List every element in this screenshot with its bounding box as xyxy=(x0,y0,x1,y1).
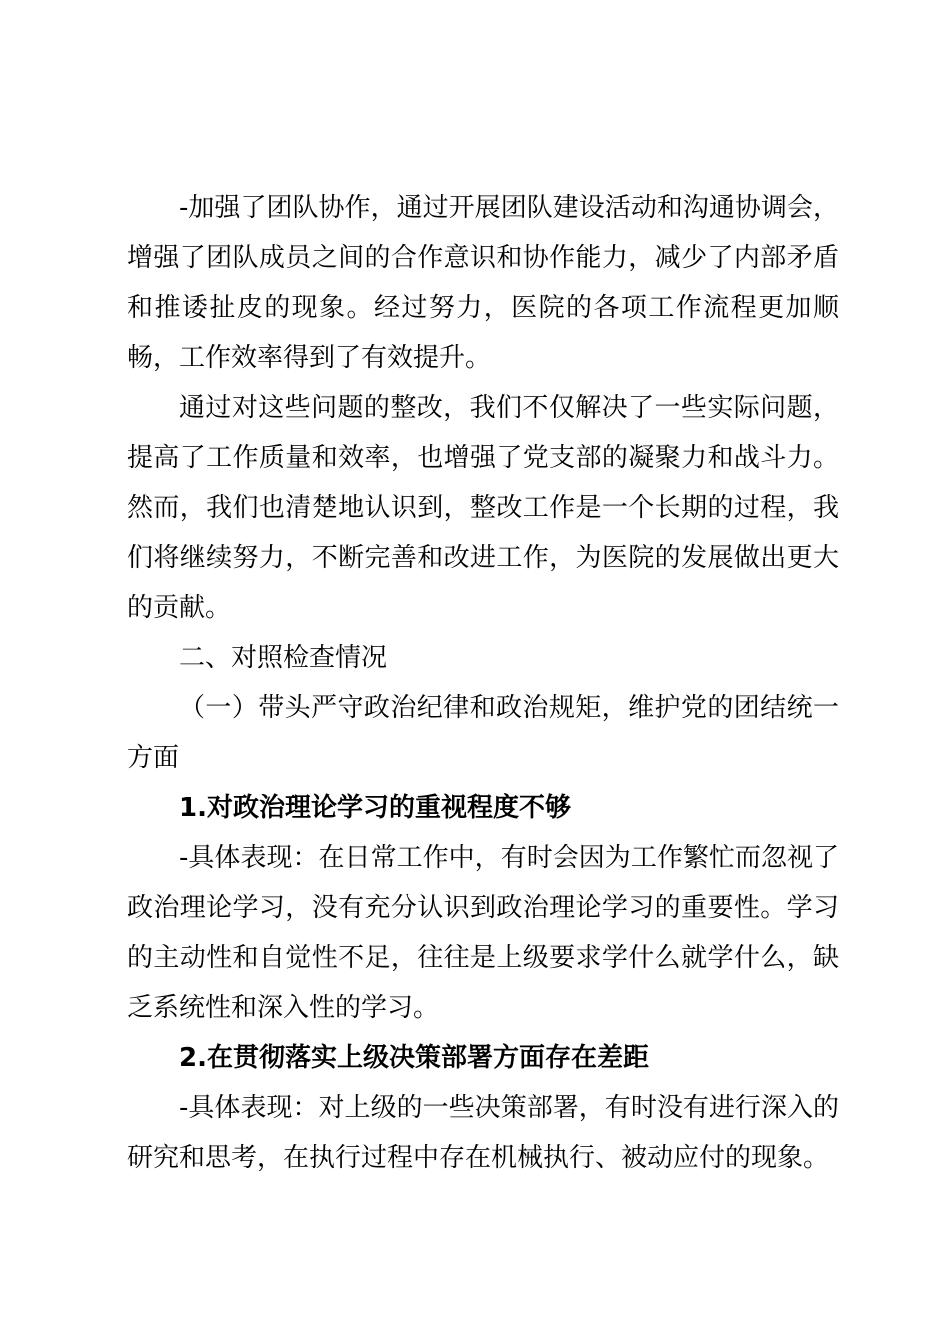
document-body xyxy=(127,183,839,1183)
paragraph-rectification-summary: 通过对这些问题的整改，我们不仅解决了一些实际问题，提高了工作质量和效率，也增强了党支部的凝聚力和战斗力。然而，我们也清楚地认识到，整改工作是一个长期的过程，我们将继续努力，不断完善和改进工作，为医院的发展做出更大的贡献。 xyxy=(127,393,839,623)
item-heading-implementation-gap: 2.在贯彻落实上级决策部署方面存在差距 xyxy=(179,1043,649,1073)
paragraph-implementation-details: -具体表现：对上级的一些决策部署，有时没有进行深入的研究和思考，在执行过程中存在机械执行、被动应付的现象。 xyxy=(127,1093,839,1173)
paragraph-theory-study-details: -具体表现：在日常工作中，有时会因为工作繁忙而忽视了政治理论学习，没有充分认识到政治理论学习的重要性。学习的主动性和自觉性不足，往往是上级要求学什么就学什么，缺乏系统性和深入性的学习。 xyxy=(127,843,839,1023)
subsection-heading-political-discipline: （一）带头严守政治纪律和政治规矩，维护党的团结统一方面 xyxy=(127,693,839,773)
section-heading-comparison-check: 二、对照检查情况 xyxy=(179,643,388,673)
paragraph-team-collaboration: -加强了团队协作，通过开展团队建设活动和沟通协调会，增强了团队成员之间的合作意识和协作能力，减少了内部矛盾和推诿扯皮的现象。经过努力，医院的各项工作流程更加顺畅，工作效率得到了有效提升。 xyxy=(127,193,839,373)
item-heading-theory-study: 1.对政治理论学习的重视程度不够 xyxy=(179,793,571,823)
